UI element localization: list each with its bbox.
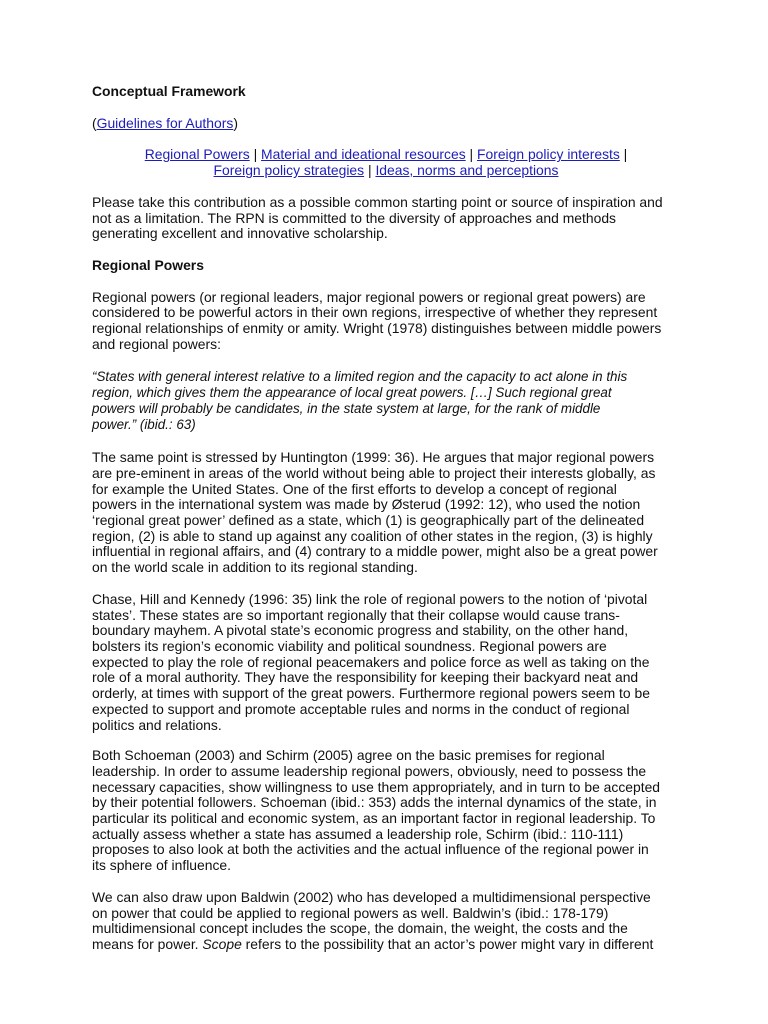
section-heading: Regional Powers xyxy=(92,256,204,273)
nav-separator: | xyxy=(465,146,477,163)
text-line: boundary mayhem. A pivotal state’s economic progress and stability, on the other hand, xyxy=(92,622,629,639)
section-nav xyxy=(92,147,680,178)
text-line: “States with general interest relative to a limited region and the capacity to act alone in this xyxy=(92,369,628,385)
text-line: Chase, Hill and Kennedy (1996: 35) link the role of regional powers to the notion of ‘pivotal xyxy=(92,590,648,607)
emphasis-scope: Scope xyxy=(202,935,242,952)
text-line: We can also draw upon Baldwin (2002) who has developed a multidimensional perspective xyxy=(92,888,651,905)
nav-link-ideas-norms[interactable]: Ideas, norms and perceptions xyxy=(375,162,559,179)
paragraph-pivotal-states xyxy=(92,592,680,733)
text-line: proposes to also look at both the activities and the actual influence of the regional power in xyxy=(92,841,649,858)
text-line: for example the United States. One of the first efforts to develop a concept of regional xyxy=(92,480,617,497)
section-nav-row-2 xyxy=(92,163,680,179)
nav-link-material-resources[interactable]: Material and ideational resources xyxy=(261,146,466,163)
text-line: actually assess whether a state has assumed a leadership role, Schirm (ibid.: 110-111) xyxy=(92,825,624,842)
text-line: states’. These states are so important regionally that their collapse would cause trans- xyxy=(92,606,620,623)
text-line: The same point is stressed by Huntington (1999: 36). He argues that major regional powers xyxy=(92,449,655,466)
text-line: influential in regional affairs, and (4) contrary to a middle power, might also be a great power xyxy=(92,543,658,560)
paragraph-huntington xyxy=(92,450,680,576)
text-line: politics and relations. xyxy=(92,716,222,733)
paragraph-leadership xyxy=(92,748,680,874)
text-line: and regional powers: xyxy=(92,335,221,352)
text-line: region, which gives them the appearance of local great powers. […] Such regional great xyxy=(92,385,612,401)
text-line: powers in the international system was made by Østerud (1992: 12), who used the notion xyxy=(92,496,641,513)
nav-separator: | xyxy=(249,146,262,163)
text-line: expected to play the role of regional peacemakers and police force as well as taking on the xyxy=(92,653,650,670)
nav-separator: | xyxy=(619,146,628,163)
paragraph-baldwin xyxy=(92,890,680,953)
nav-link-foreign-policy-strategies[interactable]: Foreign policy strategies xyxy=(213,162,365,179)
text-line: Both Schoeman (2003) and Schirm (2005) agree on the basic premises for regional xyxy=(92,747,605,764)
text-line: on the world scale in addition to its regional standing. xyxy=(92,559,418,576)
text-line: its sphere of influence. xyxy=(92,857,231,874)
nav-link-foreign-policy-interests[interactable]: Foreign policy interests xyxy=(477,146,620,163)
text-line: role of a moral authority. They have the responsibility for keeping their backyard neat and xyxy=(92,669,639,686)
guidelines-open-paren: ( xyxy=(92,114,97,131)
text-line: leadership. In order to assume leadership regional powers, obviously, need to possess the xyxy=(92,762,647,779)
guidelines-link[interactable]: Guidelines for Authors xyxy=(96,114,234,131)
text-line: particular its political and economic system, as an important factor in regional leadership. To xyxy=(92,810,656,827)
text-line: considered to be powerful actors in their own regions, irrespective of whether they represent xyxy=(92,304,658,321)
text-line: regional relationships of enmity or amity. Wright (1978) distinguishes between middle powers xyxy=(92,320,662,337)
text-fragment: means for power. xyxy=(92,935,203,952)
text-line: by their potential followers. Schoeman (ibid.: 353) adds the internal dynamics of the state, in xyxy=(92,794,657,811)
guidelines-line xyxy=(92,116,680,132)
section-nav-row-1 xyxy=(92,147,680,163)
text-line: orderly, at times with support of the great powers. Furthermore regional powers seem to be xyxy=(92,685,650,702)
guidelines-close-paren: ) xyxy=(233,114,238,131)
block-quote xyxy=(92,369,680,432)
text-line: expected to support and promote acceptable rules and norms in the conduct of regional xyxy=(92,700,630,717)
text-line: Regional powers (or regional leaders, major regional powers or regional great powers) are xyxy=(92,288,646,305)
text-line: are pre-eminent in areas of the world without being able to project their interests globally, as xyxy=(92,464,656,481)
page-title: Conceptual Framework xyxy=(92,83,246,99)
nav-separator: | xyxy=(364,162,376,179)
text-line: on power that could be applied to regional powers as well. Baldwin’s (ibid.: 178-179) xyxy=(92,904,609,921)
text-line: ‘regional great power’ defined as a state, which (1) is geographically part of the delineated xyxy=(92,512,645,529)
text-line: bolsters its region’s economic viability and political soundness. Regional powers are xyxy=(92,637,607,654)
text-fragment: refers to the possibility that an actor’s power might vary in different xyxy=(241,935,654,952)
intro-paragraph xyxy=(92,195,680,242)
text-line: power.” (ibid.: 63) xyxy=(92,416,196,432)
text-line: powers will probably be candidates, in the state system at large, for the rank of middle xyxy=(92,400,601,416)
text-line: necessary capacities, show willingness to use them appropriately, and in turn to be accepted xyxy=(92,778,661,795)
text-line: region, (2) is able to stand up against any coalition of other states in the region, (3) is highly xyxy=(92,527,653,544)
text-line: multidimensional concept includes the scope, the domain, the weight, the costs and the xyxy=(92,920,628,937)
text-line: Please take this contribution as a possible common starting point or source of inspiration and xyxy=(92,193,663,210)
text-line: generating excellent and innovative scholarship. xyxy=(92,225,388,242)
text-line-last xyxy=(92,937,680,953)
text-line: not as a limitation. The RPN is committed to the diversity of approaches and methods xyxy=(92,209,616,226)
nav-link-regional-powers[interactable]: Regional Powers xyxy=(144,146,250,163)
paragraph-regional-powers xyxy=(92,290,680,353)
